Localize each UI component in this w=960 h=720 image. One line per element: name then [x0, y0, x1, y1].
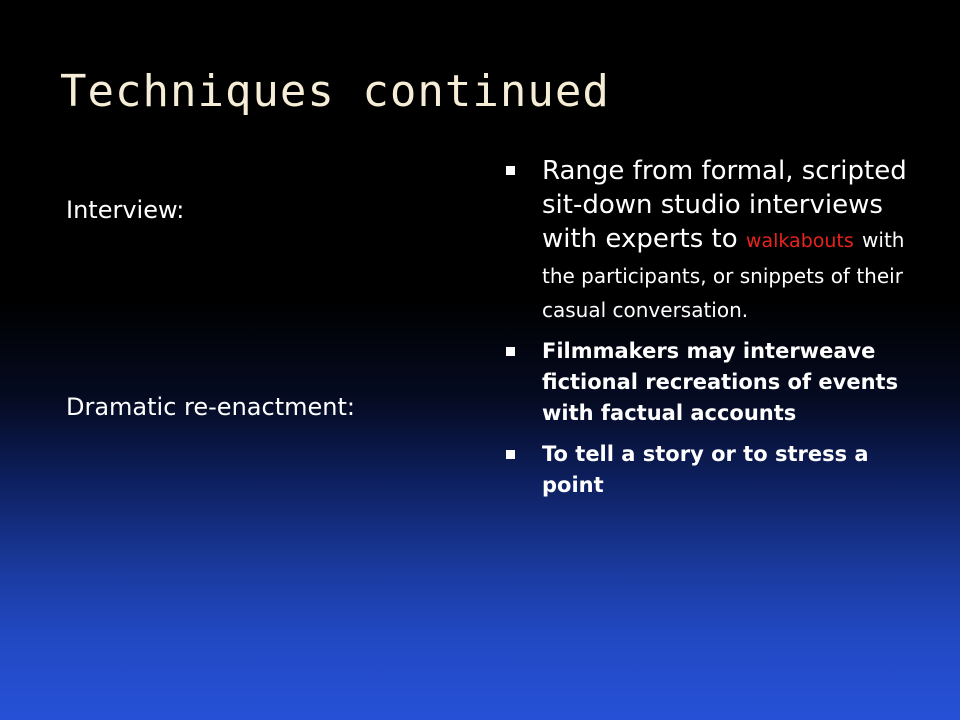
bullet-text-participants: with the participants, or snippets of their casual conversation. [542, 228, 905, 322]
bullet-item-filmmakers [504, 336, 914, 429]
square-bullet-icon [506, 347, 515, 356]
square-bullet-icon [506, 166, 515, 175]
square-bullet-icon [506, 450, 515, 459]
dramatic-reenactment-label: Dramatic re-enactment: [66, 393, 355, 421]
walkabouts-highlight: walkabouts [745, 230, 854, 252]
interview-label: Interview: [66, 196, 185, 224]
bullet-item-story [504, 439, 914, 501]
bullet-list [504, 154, 914, 501]
bullet-text-filmmakers: Filmmakers may interweave fictional recreations of events with factual accounts [542, 339, 899, 425]
bullet-item-range [504, 154, 914, 326]
slide-title: Techniques continued [60, 66, 610, 117]
bullet-text-range: Range from formal, scripted sit-down studio interviews with experts to [542, 156, 907, 254]
bullet-text-story: To tell a story or to stress a point [542, 442, 869, 497]
